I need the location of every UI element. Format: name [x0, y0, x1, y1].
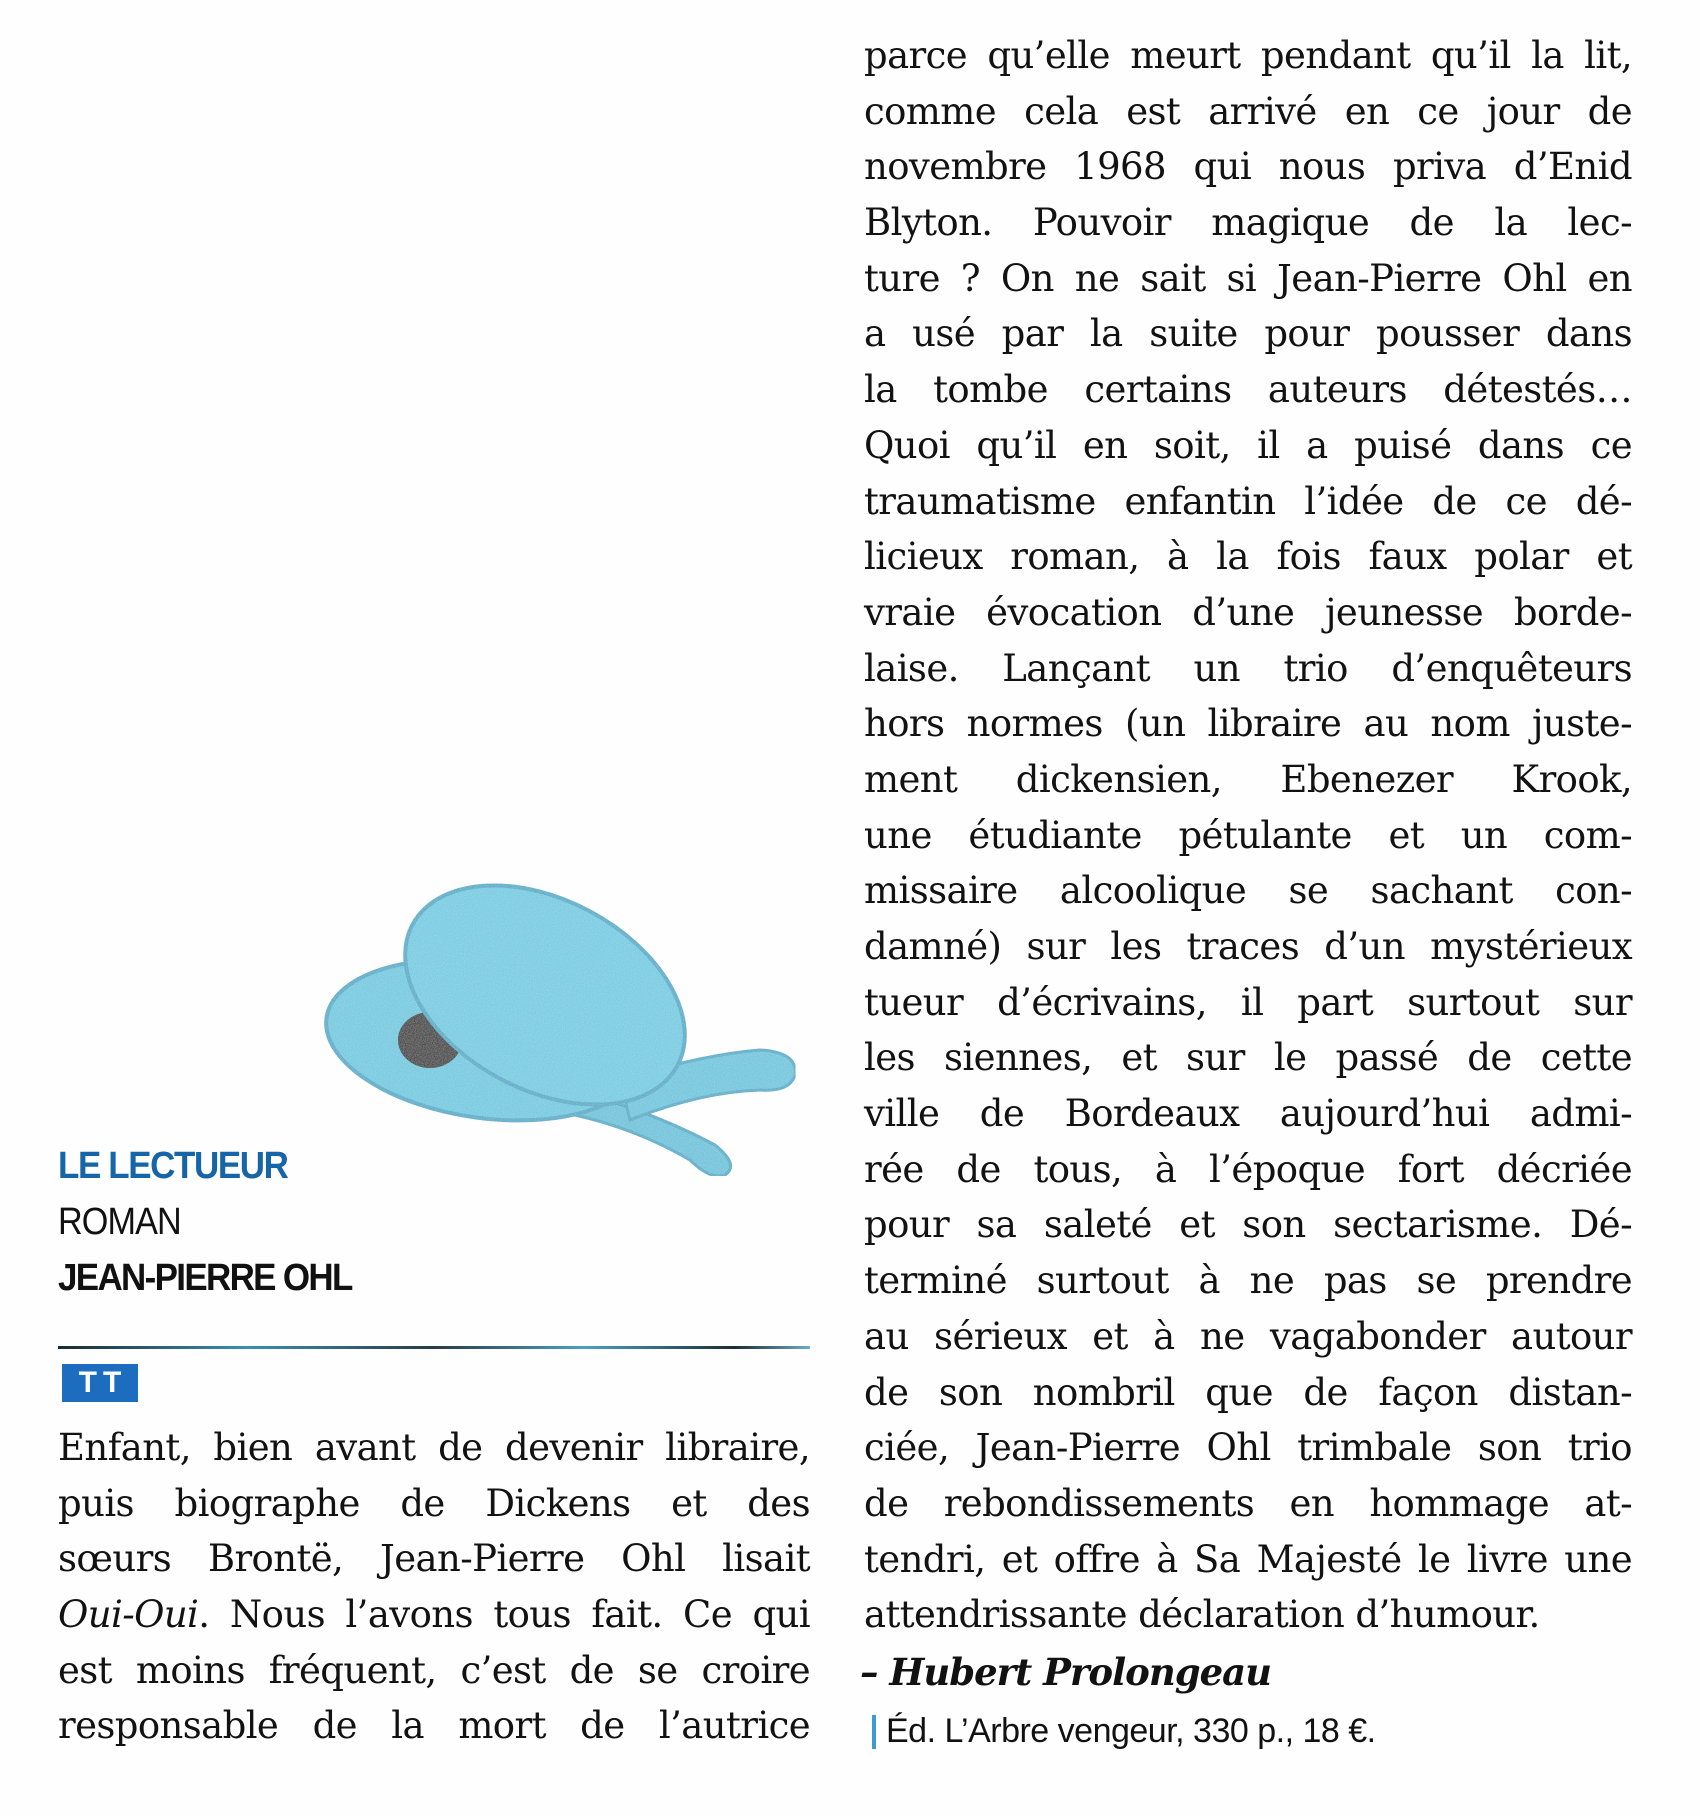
book-author: JEAN-PIERRE OHL [58, 1257, 352, 1299]
publication-details: Éd. L’Arbre vengeur, 330 p., 18 €. [886, 1712, 1376, 1750]
review-line: ment dickensien, Ebenezer Krook, [864, 757, 1632, 801]
review-line: novembre 1968 qui nous priva d’Enid [864, 145, 1632, 189]
review-line: hors normes (un libraire au nom juste- [864, 702, 1632, 746]
review-line: laise. Lançant un trio d’enquêteurs [864, 646, 1632, 690]
review-line: attendrissante déclaration d’humour. [864, 1593, 1540, 1637]
review-line: au sérieux et à ne vagabonder autour [864, 1314, 1632, 1358]
review-line: ture ? On ne sait si Jean-Pierre Ohl en [864, 256, 1632, 300]
review-line: la tombe certains auteurs détestés… [864, 368, 1632, 412]
rating-badge [62, 1364, 138, 1402]
review-line: responsable de la mort de l’autrice [58, 1704, 810, 1748]
rating-t-glyph: T [103, 1366, 122, 1399]
book-reference: Oui-Oui [58, 1593, 199, 1637]
reviewer-signature: – Hubert Prolongeau [860, 1650, 1272, 1694]
review-line: parce qu’elle meurt pendant qu’il la lit, [864, 34, 1632, 77]
review-line: pour sa saleté et son sectarisme. Dé- [864, 1203, 1632, 1247]
book-title: LE LECTUEUR [58, 1145, 288, 1187]
review-line: les siennes, et sur le passé de cette [864, 1036, 1632, 1080]
section-divider [58, 1346, 810, 1349]
review-line: de rebondissements en hommage at- [864, 1481, 1632, 1525]
publication-info [872, 1712, 1376, 1751]
review-line: vraie évocation d’une jeunesse borde- [864, 590, 1632, 634]
review-line: Enfant, bien avant de devenir libraire, [58, 1426, 810, 1469]
review-line: terminé surtout à ne pas se prendre [864, 1259, 1632, 1303]
review-line: tendri, et offre à Sa Majesté le livre une [864, 1537, 1632, 1581]
review-left-column [58, 1420, 810, 1754]
review-line: une étudiante pétulante et un com- [864, 813, 1632, 857]
review-line: Oui-Oui. Nous l’avons tous fait. Ce qui [58, 1593, 810, 1637]
review-line: est moins fréquent, c’est de se croire [58, 1648, 810, 1692]
review-line: tueur d’écrivains, il part surtout sur [864, 980, 1632, 1024]
review-line: ville de Bordeaux aujourd’hui admi- [864, 1092, 1632, 1136]
review-line: puis biographe de Dickens et des [58, 1481, 810, 1525]
review-line: rée de tous, à l’époque fort décriée [864, 1147, 1632, 1191]
book-info [58, 1138, 778, 1306]
accent-bar [872, 1715, 876, 1749]
review-line: comme cela est arrivé en ce jour de [864, 89, 1632, 133]
review-line: licieux roman, à la fois faux polar et [864, 535, 1632, 579]
review-line: a usé par la suite pour pousser dans [864, 312, 1632, 356]
review-line: sœurs Brontë, Jean-Pierre Ohl lisait [58, 1537, 810, 1581]
rating-t-glyph: T [78, 1366, 97, 1399]
book-genre: ROMAN [58, 1201, 181, 1243]
review-line: traumatisme enfantin l’idée de ce dé- [864, 479, 1632, 523]
review-line: missaire alcoolique se sachant con- [864, 869, 1632, 913]
review-line: de son nombril que de façon distan- [864, 1370, 1632, 1414]
review-right-column [864, 28, 1632, 1643]
review-line: Quoi qu’il en soit, il a puisé dans ce [864, 423, 1632, 467]
beach-paddles-illustration [320, 880, 820, 1180]
review-line: damné) sur les traces d’un mystérieux [864, 925, 1632, 968]
review-line: Blyton. Pouvoir magique de la lec- [864, 201, 1632, 245]
review-line: ciée, Jean-Pierre Ohl trimbale son trio [864, 1426, 1632, 1470]
